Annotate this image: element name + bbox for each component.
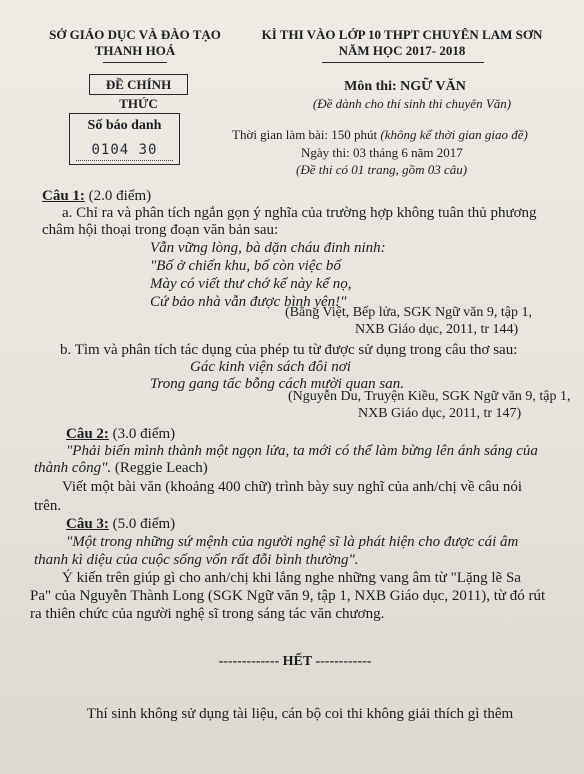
school-year: NĂM HỌC 2017- 2018 <box>338 43 466 58</box>
q2-quote-line2: thành công". (Reggie Leach) <box>34 460 208 476</box>
exam-date: Ngày thi: 03 tháng 6 năm 2017 <box>301 145 463 160</box>
q1-part-a-line1: a. Chỉ ra và phân tích ngắn gọn ý nghĩa của trường hợp không tuân thủ phương <box>62 205 537 221</box>
q1-poem-line: Cứ bảo nhà vẫn được bình yên!" <box>150 294 347 310</box>
q3-task-line1: Ý kiến trên giúp gì cho anh/chị khi lắng nghe những vang âm từ "Lặng lẽ Sa <box>62 570 521 586</box>
province-name: THANH HOÁ <box>94 43 176 58</box>
q1-source-1: (Bằng Việt, Bếp lửa, SGK Ngữ văn 9, tập 1, <box>285 305 532 320</box>
subject-note: (Đề dành cho thí sinh thi chuyên Văn) <box>312 96 512 111</box>
department-name: SỞ GIÁO DỤC VÀ ĐÀO TẠO <box>49 27 221 42</box>
header-right-underline <box>322 62 484 63</box>
question-3-header: Câu 3: (5.0 điểm) <box>66 516 176 532</box>
q1-source-2: (Nguyễn Du, Truyện Kiều, SGK Ngữ văn 9, tập 1, <box>288 389 571 404</box>
question-2-header: Câu 2: (3.0 điểm) <box>66 426 176 442</box>
candidate-number-box <box>69 113 180 165</box>
candidate-number-label: Số báo danh <box>87 118 162 133</box>
q1-source-1-publisher: NXB Giáo dục, 2011, tr 144) <box>355 322 519 337</box>
candidate-number-value: 0104 30 <box>76 142 173 161</box>
header-left-underline <box>103 62 167 63</box>
q1-verse-line: Trong gang tấc bỗng cách mười quan san. <box>150 376 404 392</box>
exam-title: KÌ THI VÀO LỚP 10 THPT CHUYÊN LAM SƠN <box>261 27 543 42</box>
q3-task-line3: ra thiên chức của người nghệ sĩ trong sáng tác văn chương. <box>30 606 385 622</box>
q2-task-line1: Viết một bài văn (khoảng 400 chữ) trình bày suy nghĩ của anh/chị về câu nói <box>62 479 523 495</box>
question-1-header: Câu 1: (2.0 điểm) <box>42 188 152 204</box>
q1-poem-line: "Bố ở chiến khu, bố còn việc bố <box>150 258 341 274</box>
subject-title: Môn thi: NGỮ VĂN <box>344 79 466 94</box>
q1-source-2-publisher: NXB Giáo dục, 2011, tr 147) <box>358 406 522 421</box>
q3-task-line2: Pa" của Nguyễn Thành Long (SGK Ngữ văn 9, tập 1, NXB Giáo dục, 2011), từ đó rút <box>30 588 546 604</box>
q1-part-a-line2: châm hội thoại trong đoạn văn bản sau: <box>42 222 279 238</box>
q1-poem-line: Vẫn vững lòng, bà dặn cháu đinh ninh: <box>150 240 386 256</box>
footer-note: Thí sinh không sử dụng tài liệu, cán bộ coi thi không giải thích gì thêm <box>86 706 514 722</box>
q1-part-b: b. Tìm và phân tích tác dụng của phép tu từ được sử dụng trong câu thơ sau: <box>60 342 518 358</box>
q1-poem-line: Mày có viết thư chớ kể này kể nọ, <box>150 276 352 292</box>
q1-verse-line: Gác kinh viện sách đôi nơi <box>190 359 351 375</box>
q2-task-line2: trên. <box>34 498 62 514</box>
pages-note: (Đề thi có 01 trang, gồm 03 câu) <box>296 162 468 177</box>
q3-quote-line1: "Một trong những sứ mệnh của người nghệ sĩ là phát hiện cho được cái âm <box>66 534 519 550</box>
q2-quote-line1: "Phải biến mình thành một ngọn lửa, ta mới có thể làm bừng lên ánh sáng của <box>66 443 538 459</box>
q3-quote-line2: thanh kì diệu của cuộc sống vốn rất đỗi bình thường". <box>34 552 359 568</box>
official-exam-badge: ĐỀ CHÍNH THỨC <box>89 74 188 95</box>
end-marker: ------------- HẾT ------------ <box>218 654 372 669</box>
exam-duration: Thời gian làm bài: 150 phút (không kể thời gian giao đề) <box>232 127 528 142</box>
